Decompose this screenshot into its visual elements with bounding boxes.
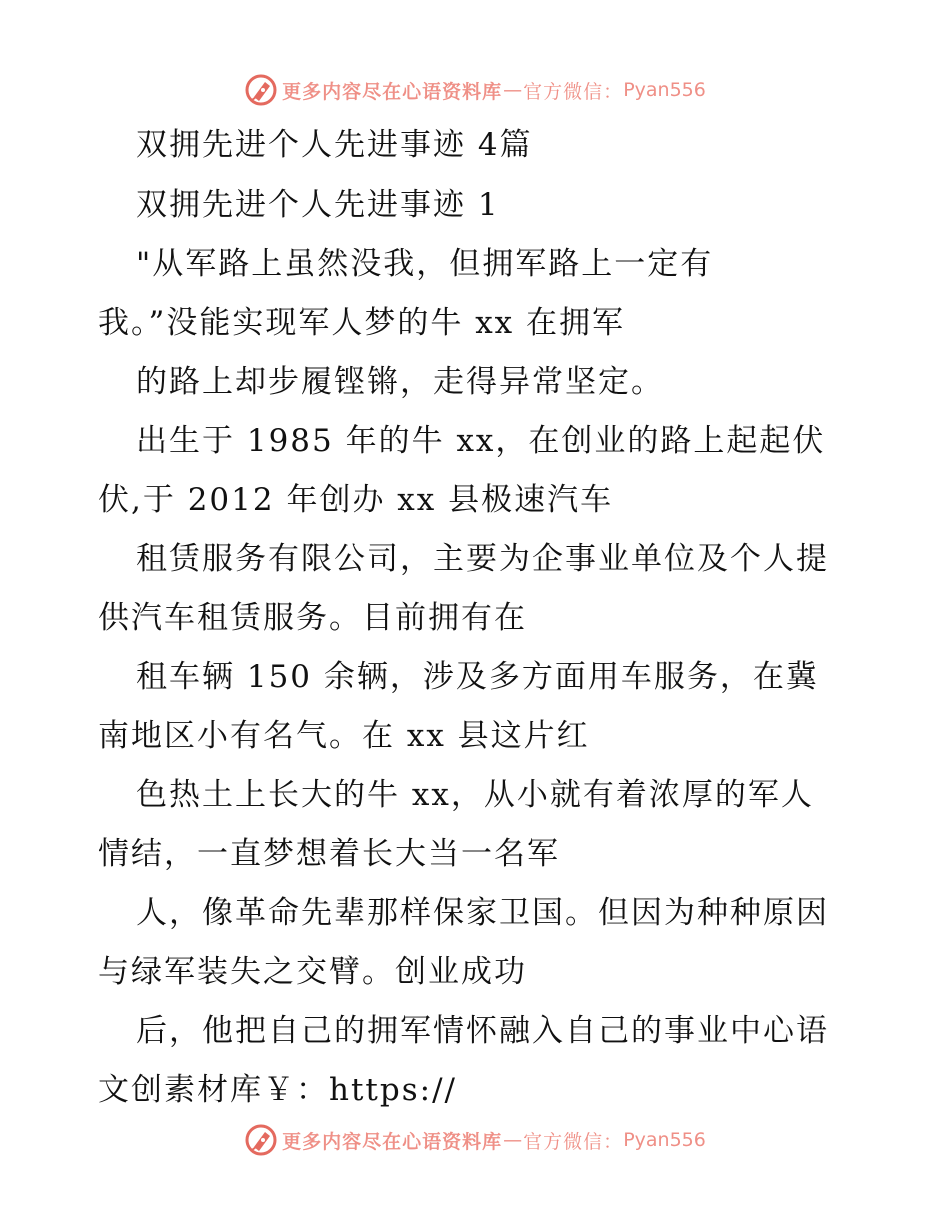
body-line: 文创素材库￥：https:// — [98, 1072, 457, 1108]
body-line: 的路上却步履铿锵，走得异常坚定。 — [136, 364, 664, 400]
banner-wechat-id: Pyan556 — [623, 1129, 706, 1151]
body-line: 人，像革命先辈那样保家卫国。但因为种种原因 — [136, 895, 829, 931]
body-line: 租赁服务有限公司，主要为企事业单位及个人提 — [136, 541, 829, 577]
body-line: 租车辆 150 余辆，涉及多方面用车服务，在冀 — [136, 659, 819, 695]
header-banner — [0, 68, 950, 112]
doc-title: 双拥先进个人先进事迹 4篇 — [136, 127, 533, 163]
banner-separator: — — [503, 79, 523, 101]
body-line: 供汽车租赁服务。目前拥有在 — [98, 600, 527, 636]
banner-wechat-label: 官方微信： — [523, 1130, 624, 1153]
footer-banner — [0, 1118, 950, 1162]
body-line: 伏,于 2012 年创办 xx 县极速汽车 — [98, 482, 614, 518]
body-line: 我。”没能实现军人梦的牛 xx 在拥军 — [98, 305, 626, 341]
body-line: 与绿军装失之交臂。创业成功 — [98, 954, 527, 990]
body-line: 出生于 1985 年的牛 xx，在创业的路上起起伏 — [136, 423, 826, 459]
banner-text: 更多内容尽在心语资料库 — [282, 1130, 503, 1153]
banner-wechat-label: 官方微信： — [523, 80, 624, 103]
pen-nib-logo-icon — [244, 1123, 278, 1157]
banner-wechat-id: Pyan556 — [623, 79, 706, 101]
body-line: 色热土上长大的牛 xx，从小就有着浓厚的军人 — [136, 777, 814, 813]
section-heading: 双拥先进个人先进事迹 1 — [136, 187, 500, 223]
body-line: "从军路上虽然没我，但拥军路上一定有 — [136, 246, 714, 282]
body-line: 后，他把自己的拥军情怀融入自己的事业中心语 — [136, 1013, 829, 1049]
banner-separator: — — [503, 1129, 523, 1151]
body-line: 南地区小有名气。在 xx 县这片红 — [98, 718, 590, 754]
body-line: 情结，一直梦想着长大当一名军 — [98, 836, 560, 872]
banner-text: 更多内容尽在心语资料库 — [282, 80, 503, 103]
pen-nib-logo-icon — [244, 73, 278, 107]
